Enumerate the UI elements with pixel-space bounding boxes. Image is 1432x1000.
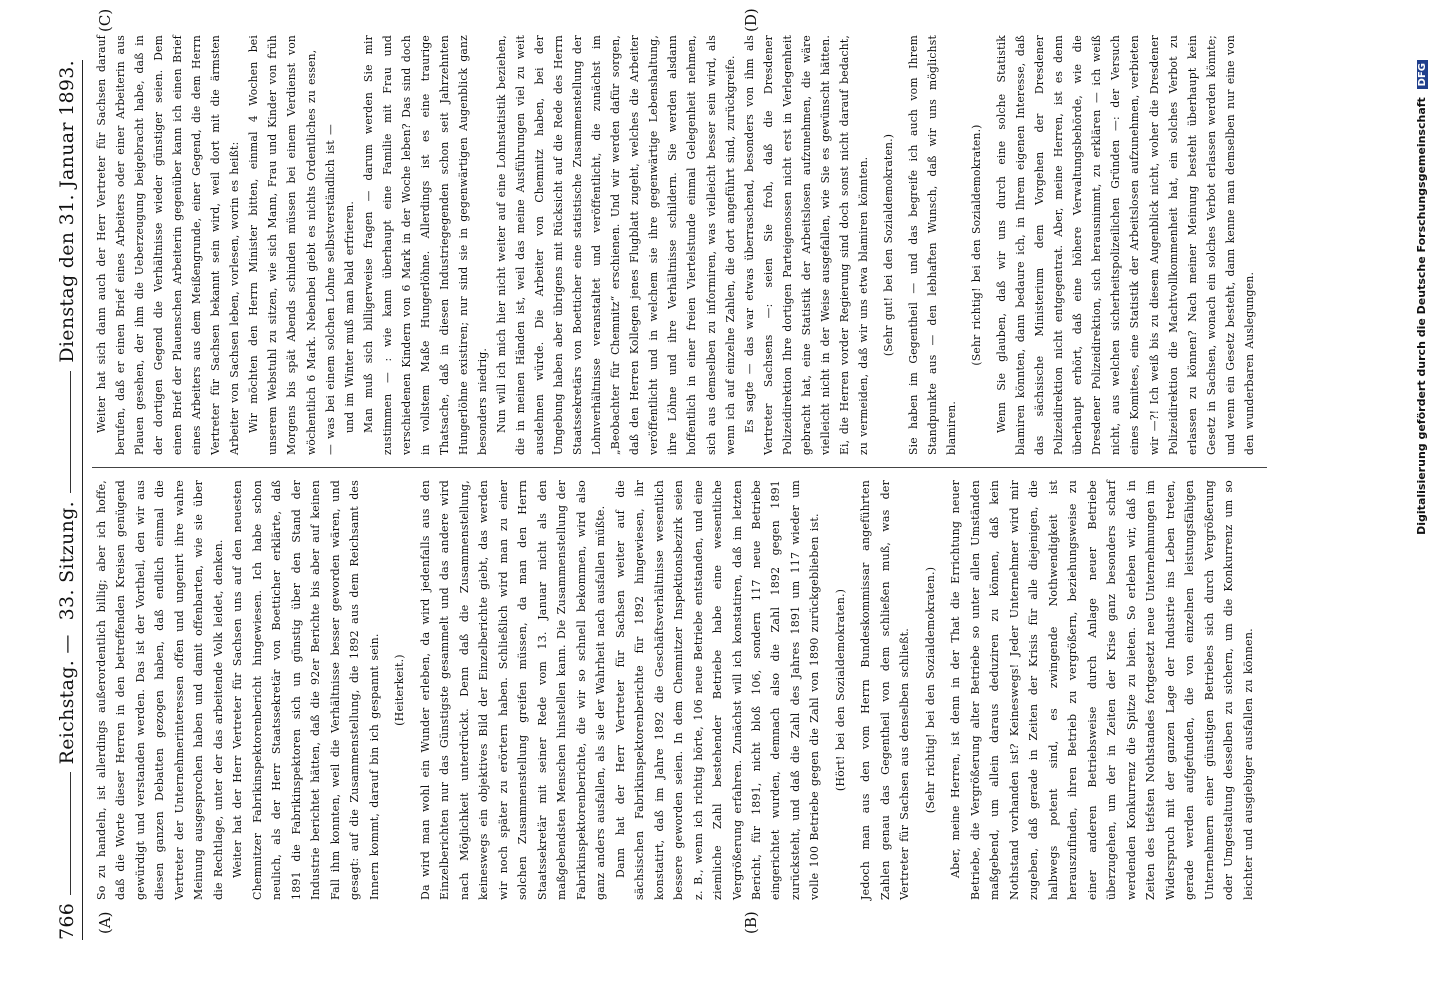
- credit-text: Digitalisierung gefördert durch die Deutsche Forschungsgemeinschaft: [1415, 97, 1428, 535]
- header-session: 33. Sitzung.: [56, 501, 78, 621]
- header-body: Reichstag. —: [56, 634, 78, 765]
- paragraph: Es sagte — das war etwas überraschend, besonders von ihm als Vertreter Sachsens —: seien Sie froh, daß die Dresdener Polizeidirektion Ihre dortigen Parteigenossen nicht erst in Verlegenheit gebracht hat, eine Statistik der Arbeitslosen aufzunehmen, die wäre vielleicht nicht in der Weise ausgefallen, wie Sie es gewünscht hätten. Ei, die Herren vorder Regierung sind doch sonst nicht darauf bedacht, zu vermeiden, daß wir uns etwa blamiren könnten.: [742, 35, 870, 455]
- paragraph: Da wird man wohl ein Wunder erleben, da wird jedenfalls aus den Einzelberichten nur das Günstigste gesammelt und das andere wird nach Möglichkeit unterdrückt. Denn daß die Zusammenstellung, keineswegs ein objektives Bild der Einzelberichte giebt, das werden wir noch später zu erörtern haben. Schließlich wird man zu einer solchen Zusammenstellung greifen müssen, da man den Herrn Staatssekretär mit seiner Rede vom 13. Januar nicht als den maßgebendsten Menschen hinstellen kann. Die Zusammenstellung der Fabrikinspektorenberichte, die wir so schnell bekommen, wird also ganz anders ausfallen, als sie der Wahrheit nach ausfallen müßte.: [418, 480, 608, 900]
- page-header: [40, 60, 83, 940]
- paragraph: Jedoch man aus den vom Herrn Bundeskommissar angeführten Zahlen genau das Gegentheil von dem schließen muß, was der Vertreter für Sachsen aus denselben schließt.: [859, 480, 912, 900]
- right-column: [92, 35, 1259, 455]
- header-date: Dienstag den 31. Januar 1893.: [56, 60, 78, 363]
- paragraph: Weiter hat der Herr Vertreter für Sachsen uns auf den neuesten Chemnitzer Fabrikinspektorenbericht hingewiesen. Ich habe schon neulich, als der Herr Staatssekretär von Boetticher erklärte, daß 1891 die Fabrikinspektoren sich un günstig über den Stand der Industrie berichtet hätten, daß die 92er Berichte bis aber auf keinen Fall ihm konnten, weil die Verhältnisse besser geworden wären, und gesagt: auf die Zusammenstellung, die 1892 aus dem Reichsamt des Innern kommt, darauf bin ich gespannt sein.: [231, 480, 381, 900]
- interjection: (Sehr gut! bei den Sozialdemokraten.): [881, 133, 895, 357]
- paragraph: Dann hat der Herr Vertreter für Sachsen weiter auf die sächsischen Fabrikinspektorenberichte für 1892 hingewiesen, ihr konstatirt, daß im Jahre 1892 die Geschäftsverhältnisse wesentlich bessere geworden seien. In dem Chemnitzer Inspektionsbezirk seien z. B., wenn ich richtig hörte, 106 neue Betriebe entstanden, und eine ziemliche Zahl bestehender Betriebe habe eine wesentliche Vergrößerung erfahren. Zunächst will ich konstatiren, daß im letzten Bericht, für 1891, nicht bloß 106, sondern 117 neue Betriebe eingerichtet wurden, demnach also die Zahl 1892 gegen 1891 zurücksteht, und daß die Zahl des Jahres 1891 um 117 wieder um volle 100 Betriebe gegen die Zahl von 1890 zurückgeblieben ist.: [613, 480, 822, 900]
- quotation: und im Winter muß man bald erfrieren.: [342, 201, 356, 433]
- paragraph: Wenn Sie glauben, daß wir uns durch eine solche Statistik blamiren könnten, dann bedaure ich, in Ihrem eigenen Interesse, daß das sächsische Ministerium dem Vorgehen der Dresdener Polizeidirektion nicht entgegentrat. Aber, meine Herren, ist es denn überhaupt erhört, daß eine höhere Verwaltungsbehörde, wie die Dresdener Polizeidirektion, sich herausnimmt, zu erklären — ich weiß nicht, aus welchen sicherheitspolizeilichen Gründen —: der Versuch eines Komitees, eine Statistik der Arbeitslosen aufzunehmen, verbieten wir —?! Ich weiß bis zu diesem Augenblick nicht, woher die Dresdener Polizeidirektion die Machtvollkommenheit hat, ein solches Verbot zu erlassen zu können? Nach meiner Meinung besteht überhaupt kein Gesetz in Sachsen, wonach ein solches Verbot erlassen werden könnte; und wenn ein Gesetz besteht, dann kenne man demselben nur eine von den wunderbaren Auslegungen.: [995, 35, 1256, 455]
- margin-mark-c: (C): [96, 8, 114, 32]
- paragraph: Aber, meine Herren, ist denn in der That die Errichtung neuer Betriebe, die Vergrößerung alter Betriebe so unter allen Umständen maßgebend, um allein daraus deduziren zu können, daß kein Nothstand vorhanden ist? Keineswegs! Jeder Unternehmer wird mir zugeben, daß gerade in Zeiten der Krisis für alle diejenigen, die halbwegs potent sind, es zwingende Nothwendigkeit ist herauszufinden, ihren Betrieb zu vergrößern, beziehungsweise zu einer anderen Betriebsweise durch Anlage neuer Betriebe überzugehen, um der in Zeiten der Krise ganz besonders scharf werdenden Konkurrenz die Spitze zu bieten. So erleben wir, daß in Zeiten des tiefsten Nothstandes fortgesetzt neue Unternehmungen im Widerspruch mit der ganzen Lage der Industrie ins Leben treten, gerade werden aufgefunden, die von einzelnen leistungsfähigen Unternehmern einer günstigen Betriebes sich durch Vergrößerung oder Umgestaltung desselben zu sichern, um die Konkurrenz um so leichter und ausgiebiger ausfallen zu können.: [949, 480, 1255, 900]
- interjection: (Hört! bei den Sozialdemokraten.): [833, 588, 847, 792]
- paragraph: Weiter hat sich dann auch der Herr Vertreter für Sachsen darauf berufen, daß er einen Brief eines Arbeiters oder einer Arbeiterin aus Plauen gesehen, der ihm die Ueberzeugung beigebracht habe, daß in der dortigen Gegend die Verhältnisse wieder günstiger seien. Dem einen Brief der Plauenschen Arbeiterin gegenüber kann ich einen Brief eines Arbeiters aus dem Meißengrunde, einer Gegend, die dem Herrn Vertreter für Sachsen bekannt sein wird, weil dort mit die ärmsten Arbeiter von Sachsen leben, vorlesen, worin es heißt:: [95, 35, 242, 455]
- quotation-aside: — was bei einem solchen Lohne selbstverständlich ist —: [323, 124, 337, 455]
- header-rule-2: [70, 371, 71, 493]
- margin-mark-b: (B): [742, 911, 760, 934]
- quotation: Wir möchten den Herrn Minister bitten, einmal 4 Wochen bei unserem Webstuhl zu sitzen, wie sich Mann, Frau und Kinder von früh Morgens bis spät Abends schinden müssen bei einem Verdienst von wöchentlich 6 Mark. Nebenbei giebt es nichts Ordentliches zu essen,: [247, 35, 318, 455]
- interjection: (Sehr richtig! bei den Sozialdemokraten.): [923, 566, 937, 814]
- column-divider: [92, 467, 1267, 468]
- paragraph: So zu handeln, ist allerdings außerordentlich billig; aber ich hoffe, daß die Worte dieser Herren in den betreffenden Kreisen genügend gewürdigt und verstanden werden. Das ist der Vortheil, den wir aus diesen ganzen Debatten gezogen haben, daß endlich einmal die Vertreter der Unternehmerinteressen offen und ungenirt ihre wahre Meinung ausgesprochen haben und damit offenbarten, wie sie über die Rechtlage, unter der das arbeitende Volk leidet, denken.: [95, 480, 225, 900]
- digitization-credit: [1415, 0, 1428, 1000]
- left-column: [92, 480, 1258, 900]
- dfg-logo: DFG: [1417, 60, 1428, 89]
- page-number: 766: [56, 902, 78, 940]
- header-rule: [70, 772, 71, 894]
- margin-mark-a: (A): [96, 911, 114, 934]
- paragraph: Man muß sich billigerweise fragen — darum werden Sie mir zustimmen — : wie kann überhaupt eine Familie mit Frau und verschiedenen Kindern von 6 Mark in der Woche leben? Das sind doch in vollstem Maße Hungerlöhne. Allerdings ist es eine traurige Thatsache, daß in diesen Industriegegenden schon seit Jahrzehnten Hungerlöhne existiren; nur sind sie in gegenwärtigen Augenblick ganz besonders niedrig.: [361, 35, 489, 455]
- paragraph: Nun will ich mich hier nicht weiter auf eine Lohnstatistik beziehen, die in meinen Händen ist, weil das meine Ausführungen viel zu weit ausdehnen würde. Die Arbeiter von Chemnitz haben, bei der Umgebung haben aber übrigens mit Rücksicht auf die Rede des Herrn Staatssekretärs von Boetticher eine statistische Zusammenstellung der Lohnverhältnisse veranstaltet und veröffentlicht, die zunächst im „Beobachter für Chemnitz“ erschienen. Und wir werden dafür sorgen, daß den Herren Kollegen jenes Flugblatt zugeht, welches die Arbeiter veröffentlicht und in welchem sie ihre gegenwärtige Lebenshaltung, ihre Löhne und ihre Verhältnisse schildern. Sie werden alsdann hoffentlich in einer freien Viertelstunde einmal Gelegenheit nehmen, sich aus demselben zu informiren, was vielleicht besser sein wird, als wenn ich auf einzelne Zahlen, die dort angeführt sind, zurückgreife.: [494, 35, 737, 455]
- interjection: (Heiterkeit.): [393, 654, 407, 726]
- interjection: (Sehr richtig! bei den Sozialdemokraten.): [970, 124, 984, 366]
- margin-mark-d: (D): [742, 8, 760, 32]
- paragraph: Sie haben im Gegentheil — und das begreife ich auch vom Ihrem Standpunkte aus — den lebhaften Wunsch, daß wir uns möglichst blamiren.: [906, 35, 959, 455]
